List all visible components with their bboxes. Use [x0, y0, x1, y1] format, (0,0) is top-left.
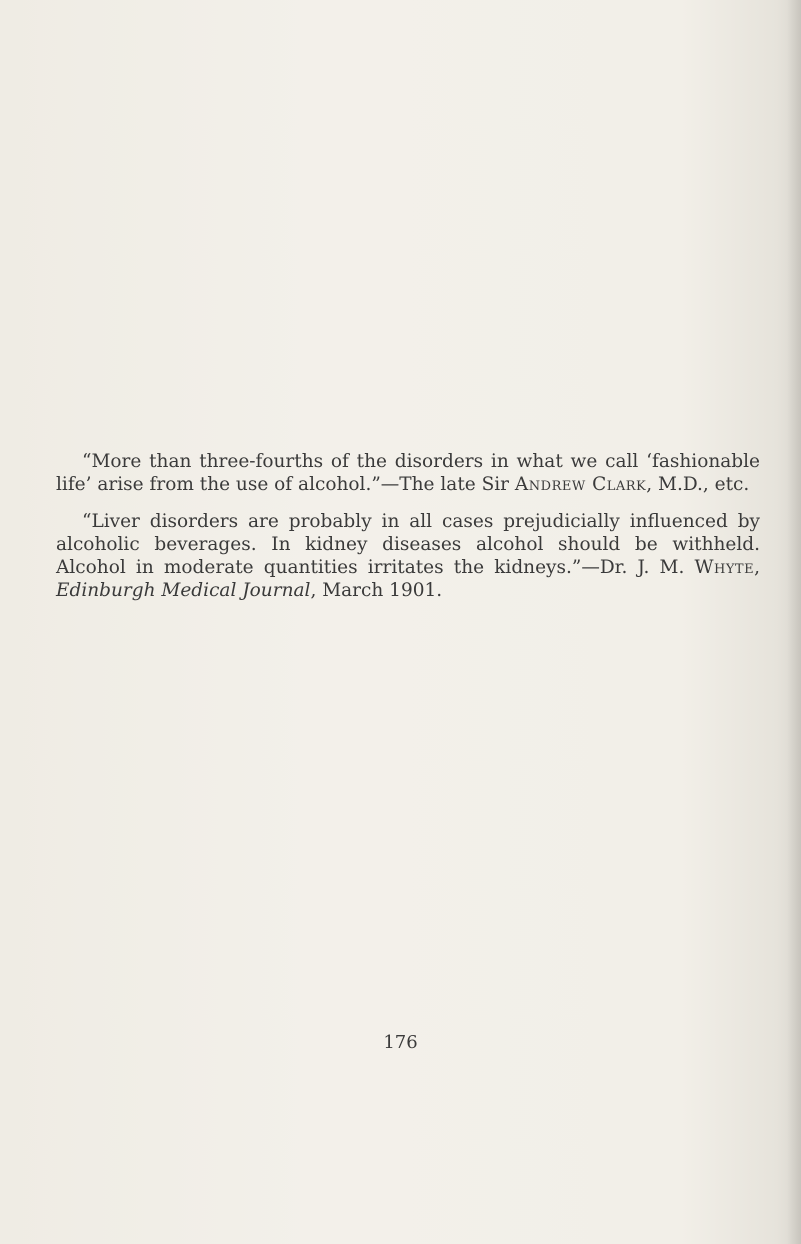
- quote-whyte-text: “Liver disorders are probably in all cases prejudicially influenced by alcoholic beverages. In kidney diseases alcohol should be withheld. Alcohol in moderate quantities irritates the kidneys.”—Dr. J. M.: [56, 511, 760, 578]
- quote-whyte-author: Whyte: [694, 557, 755, 578]
- quote-whyte-separator: ,: [754, 557, 760, 578]
- quote-clark-author: Andrew Clark: [514, 474, 647, 495]
- quote-clark-text: “More than three-fourths of the disorders in what we call ‘fashionable life’ arise from the use of alcohol.”—The late Sir: [56, 451, 760, 495]
- quote-whyte-date: , March 1901.: [310, 580, 443, 601]
- quote-clark: [56, 450, 760, 496]
- quote-whyte: [56, 510, 760, 602]
- quote-whyte-source: Edinburgh Medical Journal: [56, 580, 311, 601]
- page-number: 176: [383, 1032, 418, 1053]
- quotations: [56, 450, 760, 616]
- page-edge-shadow: [787, 0, 801, 1244]
- quote-clark-credentials: , M.D., etc.: [646, 474, 750, 495]
